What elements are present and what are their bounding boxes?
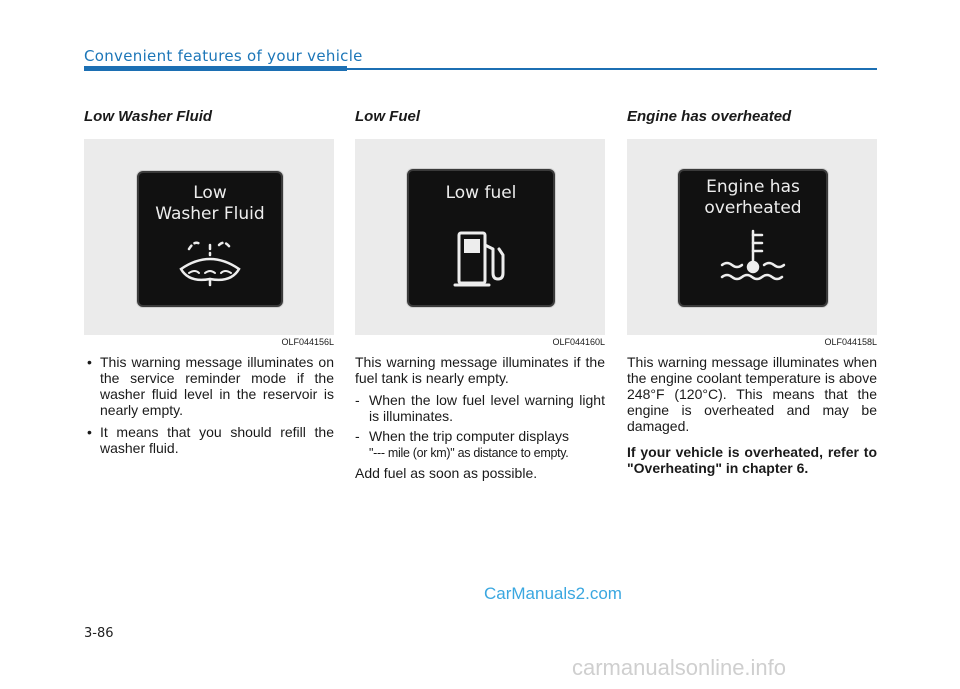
section-title: Low Washer Fluid: [84, 108, 213, 125]
intro-text: This warning message illuminates if the fuel tank is nearly empty.: [355, 354, 605, 386]
page-number: 3-86: [84, 626, 114, 641]
display-message: Low fuel: [445, 183, 517, 203]
header-title: Convenient features of your vehicle: [84, 47, 363, 65]
cluster-display: [137, 171, 283, 307]
display-message: Engine has overheated: [704, 177, 802, 218]
section-title: Engine has overheated: [627, 108, 792, 125]
figure-low-washer-fluid: [84, 139, 334, 335]
reference-text: If your vehicle is overheated, refer to "Overheating" in chapter 6.: [627, 444, 877, 476]
description-text: This warning message illuminates when the engine coolant temperature is above 248°F (120°C). This means that the engine is overheated and may be damaged.: [627, 354, 877, 434]
section-title: Low Fuel: [355, 108, 420, 125]
figure-code: OLF044160L: [552, 337, 605, 347]
cluster-display: [407, 169, 555, 307]
section-body: [84, 354, 334, 456]
coolant-temperature-icon: [718, 227, 788, 289]
watermark-link[interactable]: CarManuals2.com: [484, 584, 622, 603]
header-rule-thin: [347, 68, 877, 70]
section-body: [627, 354, 877, 476]
figure-low-fuel: [355, 139, 605, 335]
figure-code: OLF044158L: [824, 337, 877, 347]
outro-text: Add fuel as soon as possible.: [355, 465, 538, 481]
section-low-washer-fluid: [84, 108, 334, 462]
fuel-pump-icon: [453, 227, 513, 291]
bullet-item: • It means that you should refill the washer fluid.: [87, 424, 334, 456]
bullet-item: • This warning message illuminates on the service reminder mode if the washer fluid level in the reservoir is nearly empty.: [87, 354, 334, 418]
header-rule-thick: [84, 66, 347, 71]
display-message: Low Washer Fluid: [155, 183, 265, 224]
section-engine-overheated: [627, 108, 877, 482]
figure-code: OLF044156L: [281, 337, 334, 347]
washer-fluid-icon: [175, 235, 245, 289]
footer-url: carmanualsonline.info: [572, 655, 787, 680]
section-body: [355, 354, 605, 481]
dash-item: - When the low fuel level warning light is illuminates.: [355, 392, 605, 424]
cluster-display: [678, 169, 828, 307]
figure-engine-overheated: [627, 139, 877, 335]
dash-item: - When the trip computer displays "--- mile (or km)" as distance to empty.: [355, 428, 569, 460]
section-low-fuel: [355, 108, 605, 487]
